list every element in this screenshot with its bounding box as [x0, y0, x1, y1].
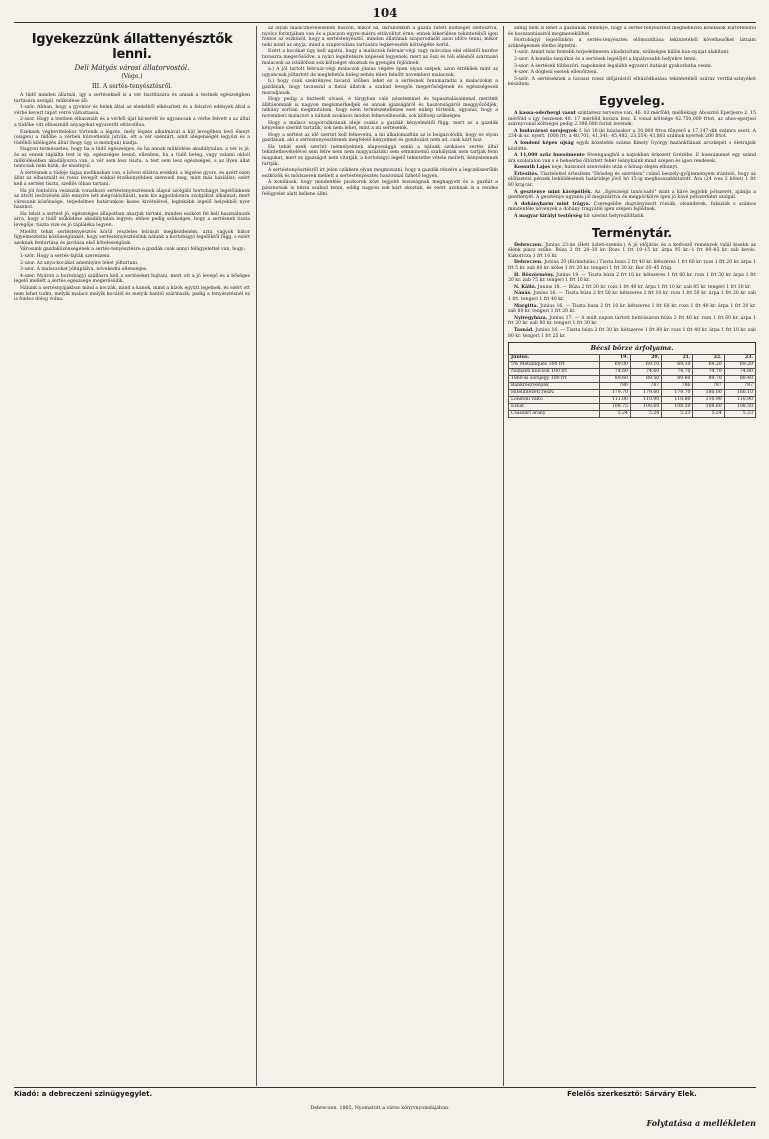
table-header-cell: 21. [662, 355, 693, 362]
column-3 [508, 26, 756, 1086]
table-cell: 74.70 [662, 369, 693, 376]
table-cell: 69.20 [693, 362, 724, 369]
table-cell: Hitelintézeti részv. [509, 390, 600, 397]
article-paragraph: Hortobágyi legelőinkön a sertés-tenyésztés előmozdítása tekintetéből következőket látnám szükségesnek életbe léptetni: [508, 38, 756, 49]
article-paragraph: 1-ször. Amint már fentebb terjedelmesen okadatoltam, szükséges külön kan-nyájat alakítani. [514, 50, 730, 56]
table-cell: 5.23 [662, 411, 693, 418]
article-paragraph: 1-ször. Abban, hogy a gyomor és belek által az eledelből elkészített és a felszívó edények által a vérbe kevert tápot vérré változtassa. [14, 105, 250, 116]
news-item [508, 165, 756, 171]
market-report [508, 304, 756, 315]
news-item-text: hír szerint helyreállíttatik. [583, 214, 645, 220]
table-cell: 180.00 [693, 390, 724, 397]
news-item-text: egyik közelebbi száma Kmety György hazánkfiának arczképét s életrajzát közlötte. [508, 140, 756, 152]
table-cell: 5% Metalliques 100 frt [509, 362, 600, 369]
article-paragraph: A sertésnek a tüdeje tágas mellkasban van, s bőven ellátva erekkel; a légzése gyors, és azért ezen állat az elhasznált és rossz levegőt sokkal érzékenyebben szenvedi meg, mint más háziállat; ezért kell a sertést tiszta, szellős ólban tartani. [14, 170, 250, 187]
market-report-text: Junius 16. — Tiszta búza 2 frt 50 kr. kétszeres 2 frt 10 kr. rozs 1 frt 50 kr. árpa 1 frt 20 kr. zab 1 frt. tengeri 1 frt 40 kr. [508, 291, 756, 302]
market-report-lead: Nyiregyháza. [514, 315, 550, 321]
column-1 [14, 26, 250, 1086]
market-report-lead: N. Kálló. [514, 284, 538, 290]
table-cell: 89.40 [724, 376, 755, 383]
market-report-lead: Margitta. [514, 303, 541, 309]
market-report-text: Junius 16. — Tiszta buza 2 frt 10 kr. kétszeres 1 frt 60 kr. rozs 1 frt 40 kr. árpa 1 frt 20 kr. zab 80 kr. tengeri 1 frt 20 kr. [508, 303, 756, 315]
article-paragraph: 2-szor. Hogy a testben elhasznált és a vérből újat kicserélt és ugyancsak a vérbe felvett s az által a tüdőbe vitt elhasznált anyagokat egyszerűt eltávolítsa. [14, 117, 250, 128]
table-cell: Bankrészvények [509, 383, 600, 390]
article-continuation: (Vége.) [121, 73, 143, 80]
article-paragraph: 4-szer. Nyáron a hortobágyi szállásra kell a sertéseket hajtani, mert ott a jó levegő és a bőséges legelő mellett a sertés egészsége megerősödik. [14, 273, 250, 285]
market-reports [508, 243, 756, 340]
table-cell: 110.80 [662, 397, 693, 404]
table-cell: 89.60 [599, 376, 630, 383]
column-divider [256, 26, 257, 1086]
news-item [508, 129, 756, 140]
market-report [508, 285, 756, 291]
market-report-lead: Debreczen. [514, 260, 545, 266]
market-report [508, 260, 756, 271]
news-item-lead: A gesztenye mint kávépótlék. [514, 189, 595, 195]
article-conclusion [508, 26, 756, 88]
market-report-text: Junius 23-án (Heti üzleti-szemle.) A jó időjárás és a kedvező remények valál kisebb az élénk piacz szűke. Búza 2 frt 20–30 kr. Rozs 1 frt 10–15 kr. árpa 95 kr.–1 frt 80–85 kr. zab kevés. Kukoricza 1 frt 10 kr. [508, 242, 756, 259]
table-cell: 108.60 [693, 404, 724, 411]
table-cell: 74.60 [630, 369, 661, 376]
news-item-lead: A londoni képes ujság [514, 140, 577, 146]
news-item [508, 214, 756, 220]
article-body-continued [262, 26, 498, 197]
news-item [508, 153, 756, 164]
news-item-text: szintaresz tervezve van, 46. 02 mérföld; melllékágy Abosztól Eperjesre 2. 15 mérföld s így összesen 48. 17 mérföld hosszu lesz. E vonal költsége 42.750,000 frtot, az ahos-eperjesi szárnyvonal költségei pedig 2.396,000 forint levének. [508, 110, 756, 128]
table-cell: 180.10 [724, 390, 755, 397]
news-item [508, 202, 756, 213]
table-cell: 5.24 [693, 411, 724, 418]
table-body [509, 362, 756, 418]
table-cell: 69.10 [630, 362, 661, 369]
table-cell: 787 [693, 383, 724, 390]
publisher-line: Kiadó: a debreczeni szinügyegylet. [14, 1090, 153, 1098]
page-number: 104 [372, 6, 398, 20]
news-item [508, 190, 756, 201]
table-cell: 5.24 [599, 411, 630, 418]
market-report [508, 291, 756, 302]
table-cell: 108.75 [599, 404, 630, 411]
column-divider [503, 26, 504, 1086]
table-row [509, 369, 756, 376]
article-paragraph: 3-szor. A malaczokat jóltáplálva, növekedni ellenséges. [20, 267, 148, 273]
table-cell: 74.80 [724, 369, 755, 376]
table-cell: 110.90 [724, 397, 755, 404]
table-header-cell: 23. [724, 355, 755, 362]
article-paragraph: b.) hogy csak szekrényes tavaszi időben lehet ez a sertésnek fennmaradni a malaczokat a gazdának, hogy tavasszal a fiatal állatok a szabad levegőn megerősödjenek és egészségesek maradjanak. [262, 79, 498, 96]
table-row [509, 390, 756, 397]
table-cell: 74.60 [599, 369, 630, 376]
article-paragraph: Városunk gazdaközönségének a sertés-tenyésztésre a gazdák csak annyi felügyelettel van, hogy: [20, 247, 246, 253]
table-cell: 1860-ki sorsjegy 100 frt [509, 376, 600, 383]
table-header-cell: 19. [599, 355, 630, 362]
table-cell: 74.70 [693, 369, 724, 376]
egyveleg-heading: Egyveleg. [599, 93, 665, 108]
news-item [508, 172, 756, 189]
article-paragraph: Ha tehát ezek szerint (némelyeknek alapossággá senki a nálunk szokásos sertés által tekintetbevételével sem felre nem nem magyarázták) sem semminemű szabálynak nem tartják fenn magukat, mert ez igazságot nem vitatják, a hortobágyi legelő tekintetbe vétele mellett, kényelemnek tartják. [262, 144, 498, 167]
table-cell: 110.90 [693, 397, 724, 404]
table-cell: 179.70 [599, 390, 630, 397]
market-report-lead: Debreczen. [514, 242, 546, 248]
article-paragraph: Hogy a malacz szaporodásának ideje csakis a gazdák kényelmétől függ, mert az a gazdák kényelme szerint tartatik, sok nem lehet, mint a mi sertéseink. [262, 120, 498, 132]
market-report-text: Junius 18. — Búza 2 frt 20 kr. rozs 1 frt 40 kr. árpa 1 frt 10 kr. zab 85 kr. tengeri 1 frt 30 kr. [537, 284, 752, 290]
table-header-cell: Junius. [509, 355, 600, 362]
article-paragraph: A sertéstenyésztésről irt jelen czikkem olyan megmutatni, hogy a gazdák részére a legczélszerűbb eszközök és módszerek mellett a sertéstenyésztés haszonnal űzhető legyen. [262, 168, 498, 179]
news-item-lead: A dohányharm mint trágya. [514, 201, 594, 207]
article-paragraph: Ezeknek végbevitelekor történik a légzés, mely légzés alkalmával a kül levegőben levő élenyt (oxigen) a tüdőbe a vérben közvetlenül jutván, ott a vér széntárt, amit idegenségét legyőzi és a tüdőből kilélegzés által (hogy úgy is mondjuk) kiadja. [14, 129, 250, 146]
stock-exchange-table [508, 342, 756, 418]
news-item-text: f. hó 16-iki húzásakor a 30,000 frtos főnyerő a 17,147-dik számra esett. A 234-ik sz. nyert. 1000 frt; a 40,701; 41,341; 45,482; 23,554; 43,803 számok nyertek 200 frtot. [508, 128, 756, 140]
market-report-lead: H. Böszörmény. [514, 272, 557, 278]
news-item-text: neje, huszonöt szenvedés után e hónap elején elhunyt. [551, 165, 679, 171]
news-item-lead: A kassa-oderbergi vasut [514, 110, 578, 116]
article-paragraph: Ha tehát a sertést jó, egészséges állapotban akarjuk tartani, minden eszközt fel kell használnunk arra, hogy a tüdő működése akadálytalan legyen; ehhez pedig szükséges, hogy a sertésnek tiszta levegője, tiszta vize és jó tápláléka legyen. [14, 211, 250, 229]
article-paragraph: Ha jól fontolóra veszszük vonatkozó sertéstenyésztésnek alapul szolgáló hortobágyi legelőinknek az átvitt lesőrzésén álló ennyire lett megvalósítását, nem kis aggodalomra szolgáltat alkalmat; mert városunk közönsége, tetjedelmes határunkon kezes kivételével, leginkább legelő helyekből nyer hasznot. [14, 188, 250, 211]
continuation-note: Folytatása a mellékleten [646, 1118, 756, 1128]
table-row [509, 376, 756, 383]
news-item [508, 111, 756, 128]
table-cell: 108.50 [724, 404, 755, 411]
printer-line: Debreczen. 1865. Nyomatott a város könyvnyomdájában. [310, 1106, 450, 1111]
table-cell: 108.60 [630, 404, 661, 411]
newspaper-page [14, 6, 756, 1134]
market-report [508, 316, 756, 327]
table-cell: 111.00 [599, 397, 630, 404]
table-row [509, 404, 756, 411]
top-rule [14, 22, 756, 23]
news-item-lead: A 11,000 szűz buesúmente [514, 153, 588, 159]
table-cell: 787 [630, 383, 661, 390]
article-paragraph: A kondások, hogy mindenféle piszkorok közt legjobb huszságnak meghagyott és a gazdát a pásztornak is nézni szabad tenni, eddig nagyon sok kárt okoztak, és ezért azoknak is a rendes felügyelet alatt kellene állni. [262, 180, 498, 197]
article-paragraph: Ezért a kocákat úgy kell ugatni, hogy a malaczok február-végi vagy márczius elei elléstől kezdve tavaszra megerősödve, a nyári legeltetésre képesek legyenek; mert az őszi és téli ellésből származó malaczok az istállóban sok költséget okoznak és gyengén fejlődnek. [262, 49, 498, 66]
table-cell: 5.23 [724, 411, 755, 418]
news-item-text: Tisztelettel értesítem "Diósdeg és szerelem" czimű beszély-gyűjteményem irántoló, hogy az előfizetési pénzek beküldésének határideje jövő hó 15-ig meghosszabbítatott. Ára (24 ives 2 kötet) 1 frt 80 krajcár. [508, 171, 756, 189]
article-paragraph: az olyan malaczneveléseben haszon, mikor az, darabonkint a gazda rátett költséget szétosztva, nyolcz forintjában van és a piaczon egyre-másra eltávolítot érne; ennek kikerülése tekintetéből igen fontos az eszközöl, hogy a sertéstenyésztő, minden állatának szaporodását azon időre tenni, mikor neki mind az anyja, mind a szaporodása tartására legkevesebb költségébe kerül. [262, 26, 498, 48]
article-paragraph: 5-ször. A sertéseknek a tavaszi rossz időjárástól elhúzódhatása tekintetéből száraz vertfal-színyékot készíteni. [508, 76, 756, 88]
news-item [508, 141, 756, 152]
table-cell: 110.90 [630, 397, 661, 404]
table-cell: 5.24 [630, 411, 661, 418]
article-section: III. A sertés-tenyésztésről. [91, 83, 173, 90]
table-cell: 179.70 [662, 390, 693, 397]
termenytar-heading: Terménytár. [591, 225, 673, 240]
table-cell: 69.00 [599, 362, 630, 369]
article-author: Deli Mátyás városi állatorvostól. [74, 64, 190, 72]
table-row [509, 383, 756, 390]
market-report-lead: Tasnád. [514, 327, 536, 333]
table-cell: 69.20 [724, 362, 755, 369]
table-header-cell: 20. [630, 355, 661, 362]
market-report-text: Junius 17. — A múlt napon tartott hetivásáron búza 2 frt 40 kr. rozs 1 frt 60 kr. árpa 1 frt 20 kr. zab 80 kr. tengeri 1 frt 30 kr. [508, 315, 756, 327]
article-paragraph: addig nem is lehet a gazdának reménye, hogy a sertés-tenyésztést megnehezítő kondások kártételeitől és bosszantásaitól megmenekülhet. [508, 26, 756, 37]
market-report [508, 243, 756, 260]
news-item-lead: A magyar királyi testőrség [514, 214, 584, 220]
article-paragraph: Hogy a sertést az idő szerint kell felnevelni, a mi alkalomadtán az is beigazolódik, hogy ez olyan gazdának, aki a sertéstenyésztésnek megfelelő kényelmet és gondozást nem ad, csak kárt hoz. [262, 132, 498, 144]
article-body [14, 93, 250, 303]
table-row [509, 362, 756, 369]
news-item-text: Steengaughól a napokban érkezett Grézébe. E buesúmenet egy szánd ára szolatalon van s e beheérbe öltöztett fehér leánykáink mind szépen és igen rendesek. [508, 153, 756, 164]
news-item-lead: A budavárosi sorsjegyek [514, 128, 580, 134]
news-item-text: Cseregebbe dugványozott rózsák, oleanderek, fuksziák s számos mindenféle növények a dohány trágyától igen szépen fejlődnek. [508, 201, 756, 213]
market-report-text: Junius 16. — Tiszta búza 2 frt 30 kr. kétszeres 1 frt 80 kr. rozs 1 frt 40 kr. árpa 1 frt 10 kr. zab 80 kr. tengeri 1 frt 25 kr. [508, 327, 756, 339]
table-cell: 179.60 [630, 390, 661, 397]
market-report-text: Junius 20 (Kirándulás.) Tiszta buza 2 frt 40 kr. kétszeres 1 frt 60 kr. rozs 1 frt 20 kr. árpa 1 frt 5 kr. zab 80 kr. köles 1 frt 20 kr. tengeri 1 frt 30 kr. Bor 30–45 frtig. [508, 260, 756, 271]
article-title: Igyekezzünk állattenyésztők lenni. [31, 32, 233, 62]
article-paragraph: 3-szor. A sertések többszöri, napoknént legalább egyszeri itatását gyakorlatba venni. [514, 63, 713, 69]
egyveleg-items [508, 111, 756, 220]
table-cell: 786 [662, 383, 693, 390]
news-item-lead: Értesítés. [514, 171, 541, 177]
table-cell: 89.70 [693, 376, 724, 383]
table-cell: Ezüst [509, 404, 600, 411]
table-cell: 786 [599, 383, 630, 390]
table-cell: 89.60 [662, 376, 693, 383]
table-cell: 89.50 [630, 376, 661, 383]
article-paragraph: Mielőtt tehát sertéstenyésztés körül részletes leírását megkezdeném, arra vagyok bátor figyelmeztetni közönségünket, hogy sertéstenyésztésünk nálunk a hortobágyi legelőktől függ, s ezért azoknak fentartása és javítása első kötelességünk. [14, 229, 250, 246]
article-paragraph: 2-szor. Az anya-kocákat amennyire lehet jóltartani. [20, 260, 139, 266]
market-report [508, 273, 756, 284]
article-paragraph: Hogy pedig a tiszteelt olvasó, é tárgyban való nézetemmel és tapasztalásaimmal meritett állításomnak is nagyon megismerkedjék és annak igazságáról és haszonságáról meggyőződjék, néhány sorban megmutatom, hogy ezen természetellenes eset mikép történik, ugyanis, hogy a novemberi malaczot a nálunk szokásos módon felnevelhessük, sok költség szükséges. [262, 97, 498, 119]
table-header-row [509, 355, 756, 362]
footer-rule [14, 1087, 756, 1088]
table-cell: 787 [724, 383, 755, 390]
market-report-text: Junius 19. — Tiszta búza 2 frt 10 kr. kétszeres 1 frt 60 kr. rozs 1 frt 30 kr. árpa 1 frt 20 kr. zab 75 kr. tengeri 1 frt 10 kr. [508, 272, 756, 284]
table-cell: Londoni váltó [509, 397, 600, 404]
news-item-lead: Kossuth Lajos [514, 165, 552, 171]
article-paragraph: 2-szor. A kondás-tanyákat és a sertések legelőjét a lapályosabb helyekre tenni. [514, 56, 698, 62]
table-row [509, 411, 756, 418]
table-cell: 69.10 [662, 362, 693, 369]
table-cell: 108.50 [662, 404, 693, 411]
article-paragraph: Nálunk a sertésnyájakban mind a koczák, mind a kanok, mind a hízók együtt legelnek, és ezért ott nem lehet tudni, melyik malacz melyik kocától és melyik kantól származik, pedig a tenyésztésnél ez is fontos dolog volna. [14, 286, 250, 303]
news-item-text: Az „Egészségi tanácsadó" mint a kávé legjobb pótszerét, ajánlja a gesztenyét. A gesztenye ugyanis jól megszárítva és megpörkölve igen jó kávé pótszerként szolgál. [508, 189, 756, 201]
table-cell: Császári arany [509, 411, 600, 418]
article-paragraph: Nagyon természetes, hogy ha a tüdő egészséges, és ha annak működése akadálytalan, a vér is jó, és az ennek táplálta test is ép, egészséges leend; ellenben, ha a tüdő beteg, vagy valami okból működésében akadályozva van, a vér sem lesz tiszta, a test sem lesz egészséges, s az ilyen állat nemcsak nem hízik, de elsatnyul. [14, 147, 250, 170]
table-caption: Bécsi börze árfolyama. [508, 342, 756, 354]
table-row [509, 397, 756, 404]
article-paragraph: 4-szer. A dögleni esetek ellenőrzeni. [514, 70, 599, 76]
table-cell: Nemzeti kölcsön 100 frt [509, 369, 600, 376]
market-report [508, 328, 756, 339]
editor-line: Felelős szerkesztő: Sárváry Elek. [567, 1090, 697, 1098]
article-paragraph: a.) A jól tartott február-végi malaczok június végére épen olyan szépek, azon értékűek mint az ugyancsak jóltartott de meglehetős hideg nehéz télen felnőtt novemberi malaczok; [262, 67, 498, 78]
article-paragraph: A tüdő minden állatnál, így a sertéseknél is a vér tisztítására és annak a testnek egészségben tartására szolgál, működése áll: [14, 93, 250, 104]
market-report-lead: Nánás. [514, 291, 534, 297]
column-2 [262, 26, 498, 1086]
table-header-cell: 22. [693, 355, 724, 362]
article-paragraph: 1-ször. Hogy a sertés-fajták szerezzeni. [20, 254, 111, 260]
